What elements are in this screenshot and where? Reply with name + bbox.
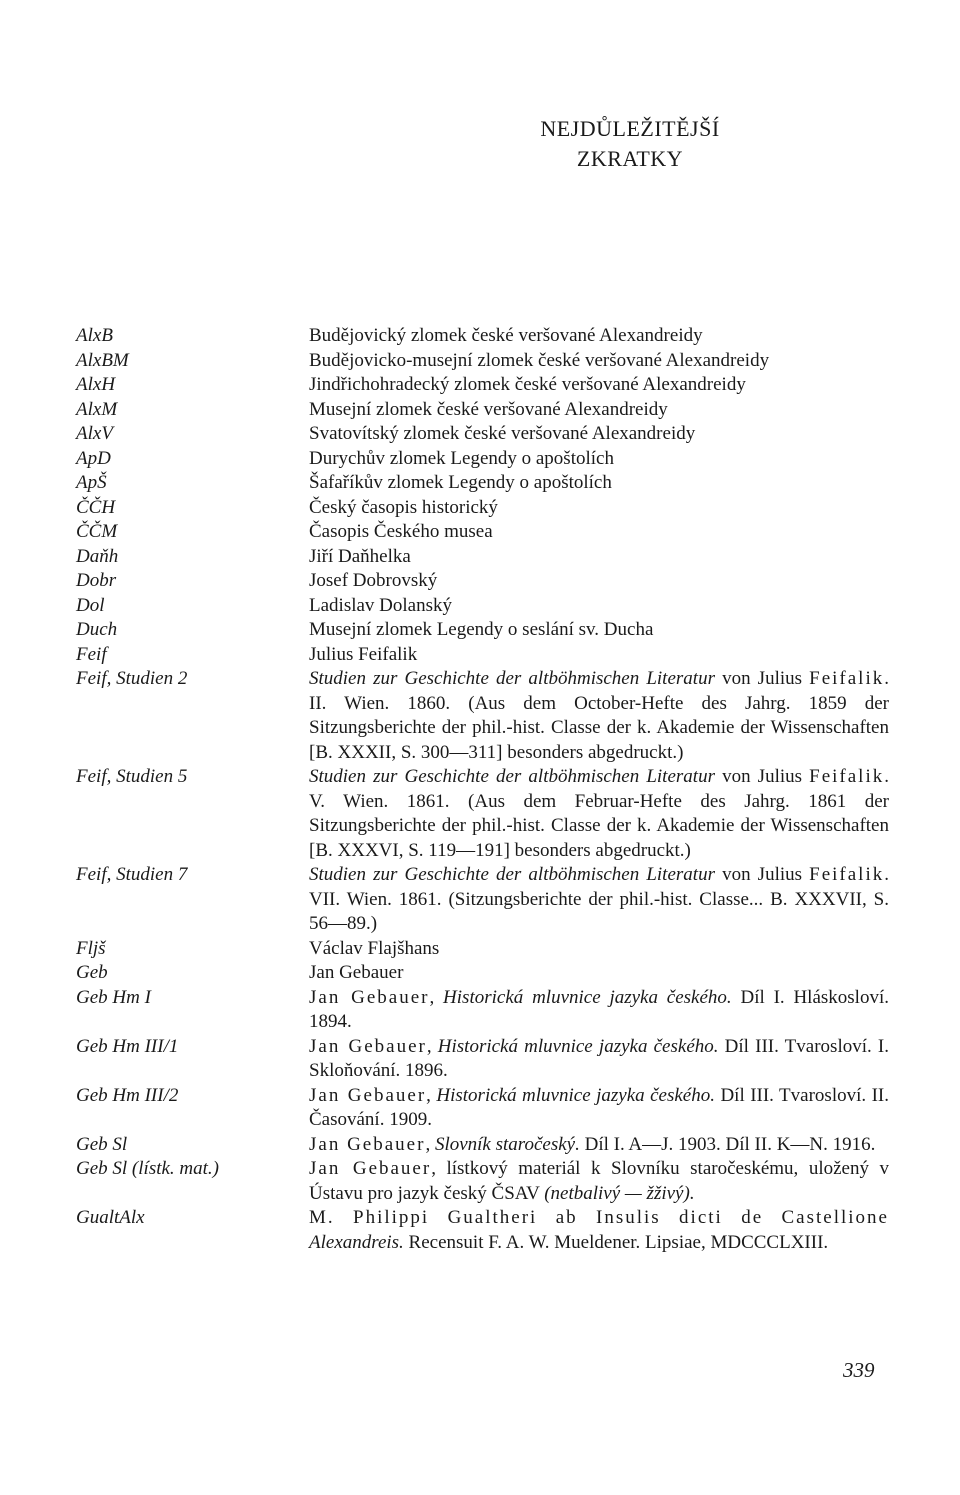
abbreviation: Dol (76, 594, 105, 616)
expansion (309, 765, 889, 863)
abbreviation: Geb Sl (lístk. mat.) (76, 1158, 220, 1179)
list-item (0, 1157, 960, 1206)
author-name: Feifalik (809, 668, 885, 689)
expansion: Jindřichohradecký zlomek české veršované Alexandreidy (309, 374, 746, 395)
list-item (0, 667, 960, 765)
abbreviation: Duch (76, 619, 118, 640)
list-item (0, 324, 960, 349)
author-name: Jan Gebauer (309, 1084, 427, 1106)
author-name: Jan Gebauer (309, 1158, 432, 1179)
expansion: Ladislav Dolanský (309, 594, 453, 616)
expansion: Julius Feifalik (309, 643, 418, 665)
expansion (309, 1206, 889, 1255)
list-item (0, 373, 960, 398)
expansion: Václav Flajšhans (309, 937, 440, 959)
work-title: Historická mluvnice jazyka českého. (436, 1084, 715, 1106)
list-item (0, 447, 960, 472)
abbreviation: AlxV (76, 423, 113, 444)
abbreviation: Dobr (76, 570, 117, 591)
expansion: Jan Gebauer, Historická mluvnice jazyka českého. Díl III. Tvarosloví. II. Časování. 1909. (309, 1084, 889, 1130)
expansion: Jan Gebauer, Slovník staročeský. Díl I. A—J. 1903. Díl II. K—N. 1916. (309, 1133, 876, 1155)
connector-text: von Julius (714, 766, 810, 787)
expansion (309, 667, 889, 765)
work-title: Alexandreis. (309, 1231, 404, 1253)
list-item (0, 765, 960, 863)
list-item (0, 643, 960, 668)
expansion: Šafaříkův zlomek Legendy o apoštolích (309, 472, 612, 493)
author-name: M. Philippi Gualtheri ab Insulis dicti de Castellione (309, 1207, 889, 1228)
expansion: Budějovicko-musejní zlomek české veršované Alexandreidy (309, 349, 770, 371)
abbreviation: ČČM (76, 521, 118, 542)
page-subtitle: ZKRATKY (576, 146, 684, 171)
expansion (309, 863, 889, 937)
author-name: Jan Gebauer (309, 1133, 426, 1155)
publication-details: , lístkový materiál k Slovníku staročeskému, uložený v Ústavu pro jazyk český ČSAV (309, 1158, 889, 1204)
list-item (0, 496, 960, 521)
work-title: (netbalivý — žživý). (544, 1182, 695, 1204)
list-item (0, 1133, 960, 1158)
abbreviation: ApŠ (76, 472, 107, 493)
author-name: Jan Gebauer (309, 986, 430, 1008)
abbreviation: AlxBM (76, 349, 129, 371)
work-title: Studien zur Geschichte der altböhmischen Literatur (309, 864, 715, 885)
abbreviation: Geb Sl (76, 1133, 128, 1155)
page-number: 339 (843, 1358, 875, 1382)
list-item (0, 569, 960, 594)
expansion: Svatovítský zlomek české veršované Alexandreidy (309, 423, 696, 444)
abbreviation: ČČH (76, 496, 116, 518)
publication-details: . V. Wien. 1861. (Aus dem Februar-Hefte des Jahrg. 1861 der Sitzungsberichte der phil.-hist. Classe der k. Akademie der Wissenschaften [B. XXXVI, S. 119—191] besonders abgedruckt.) (309, 766, 889, 861)
expansion: Budějovický zlomek české veršované Alexandreidy (309, 325, 703, 346)
publication-details: Díl I. A—J. 1903. Díl II. K—N. 1916. (579, 1133, 876, 1155)
list-item (0, 1206, 960, 1255)
list-item (0, 618, 960, 643)
author-name: Feifalik (809, 766, 885, 787)
abbreviations-list (0, 324, 960, 1255)
list-item (0, 349, 960, 374)
abbreviation: Feif, Studien 7 (76, 864, 188, 885)
publication-details: Díl I. Hláskosloví. 1894. (309, 986, 889, 1032)
list-item (0, 1084, 960, 1133)
connector-text: von Julius (714, 668, 810, 689)
abbreviation: Geb Hm III/1 (76, 1035, 179, 1057)
abbreviation: Feif, Studien 2 (76, 668, 188, 689)
work-title: Studien zur Geschichte der altböhmischen Literatur (309, 766, 715, 787)
expansion: Jiří Daňhelka (309, 545, 411, 567)
work-title: Slovník staročeský. (434, 1133, 580, 1155)
expansion: Jan Gebauer, Historická mluvnice jazyka českého. Díl III. Tvarosloví. I. Skloňování. 1896. (309, 1035, 889, 1081)
expansion: Český časopis historický (309, 496, 498, 518)
abbreviation: AlxH (76, 374, 116, 395)
abbreviation: Feif (76, 643, 107, 665)
publication-details: . II. Wien. 1860. (Aus dem October-Hefte des Jahrg. 1859 der Sitzungsberichte der phil.-hist. Classe der k. Akademie der Wissenschaften [B. XXXII, S. 300—311] besonders abgedruckt.) (309, 668, 889, 763)
publication-details: . VII. Wien. 1861. (Sitzungsberichte der phil.-hist. Classe... B. XXXVII, S. 56—89.) (309, 864, 889, 934)
abbreviation: Geb Hm I (76, 986, 151, 1008)
publication-details: Díl III. Tvarosloví. I. Skloňování. 1896. (309, 1035, 889, 1081)
abbreviation: GualtAlx (76, 1207, 145, 1228)
list-item (0, 937, 960, 962)
publication-details: Recensuit F. A. W. Mueldener. Lipsiae, MDCCCLXIII. (403, 1231, 829, 1253)
work-title: Studien zur Geschichte der altböhmischen Literatur (309, 668, 715, 689)
list-item (0, 422, 960, 447)
expansion (309, 1157, 889, 1206)
abbreviation: Daňh (76, 545, 119, 567)
author-name: Feifalik (809, 864, 885, 885)
abbreviation: Feif, Studien 5 (76, 766, 188, 787)
page-title: NEJDŮLEŽITĚJŠÍ (540, 116, 720, 141)
abbreviation: Geb Hm III/2 (76, 1084, 179, 1106)
list-item (0, 863, 960, 937)
abbreviation: Fljš (76, 937, 106, 959)
author-name: Jan Gebauer (309, 1035, 427, 1057)
expansion: Jan Gebauer (309, 962, 404, 983)
expansion: Durychův zlomek Legendy o apoštolích (309, 447, 614, 469)
list-item (0, 471, 960, 496)
expansion: Jan Gebauer, Historická mluvnice jazyka českého. Díl I. Hláskosloví. 1894. (309, 986, 889, 1032)
list-item (0, 545, 960, 570)
connector-text: von Julius (714, 864, 810, 885)
work-title: Historická mluvnice jazyka českého. (437, 1035, 719, 1057)
list-item (0, 398, 960, 423)
abbreviation: AlxB (76, 325, 113, 346)
list-item (0, 520, 960, 545)
list-item (0, 986, 960, 1035)
publication-details: Díl III. Tvarosloví. II. Časování. 1909. (309, 1084, 889, 1130)
expansion: Musejní zlomek Legendy o seslání sv. Ducha (309, 619, 654, 640)
abbreviation: ApD (76, 447, 111, 469)
abbreviation: Geb (76, 962, 108, 983)
expansion: Časopis Českého musea (309, 521, 493, 542)
abbreviation: AlxM (76, 398, 118, 420)
list-item (0, 1035, 960, 1084)
work-title: Historická mluvnice jazyka českého. (443, 986, 732, 1008)
list-item (0, 594, 960, 619)
expansion: Josef Dobrovský (309, 570, 438, 591)
expansion: Musejní zlomek české veršované Alexandreidy (309, 398, 668, 420)
list-item (0, 961, 960, 986)
